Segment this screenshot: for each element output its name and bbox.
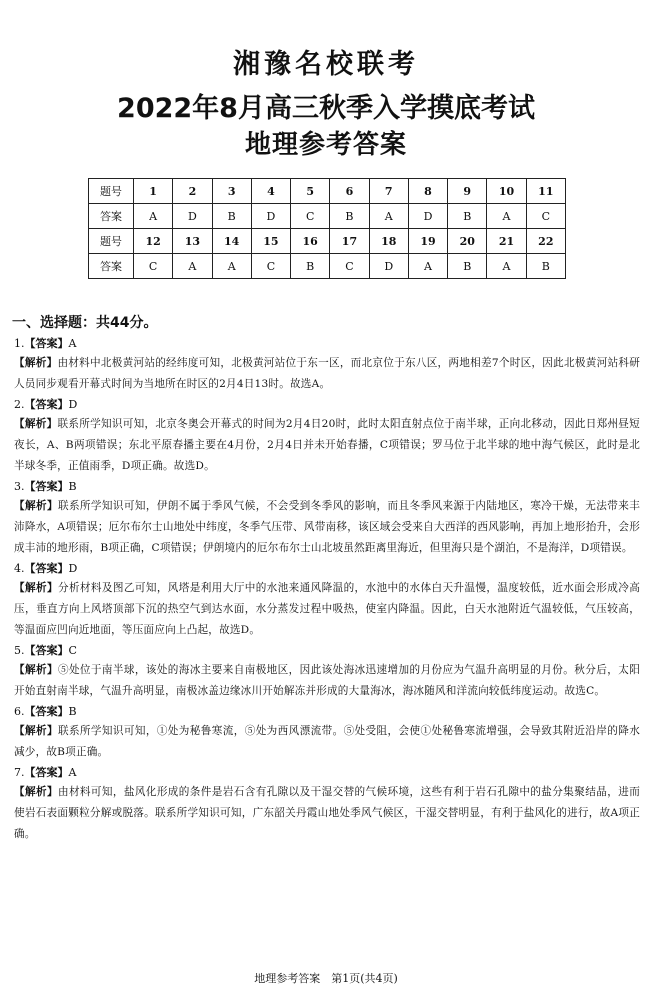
answer-tag: 【答案】 <box>24 644 69 657</box>
analysis-tag: 【解析】 <box>14 357 58 369</box>
question-number-header: 题号 <box>89 229 134 254</box>
question-number-row <box>89 179 566 204</box>
answer-value: A <box>68 766 77 779</box>
question-block <box>14 334 640 395</box>
answer-table <box>88 178 566 279</box>
question-number-row <box>89 229 566 254</box>
question-number-cell: 9 <box>448 179 487 204</box>
question-number-cell: 10 <box>487 179 526 204</box>
analysis-paragraph <box>14 660 640 702</box>
answer-tag: 【答案】 <box>24 562 69 575</box>
answer-cell: C <box>251 254 290 279</box>
analysis-text: 由材料可知，盐风化形成的条件是岩石含有孔隙以及干湿交替的气候环境，这些有利于岩石孔隙中的盐分集聚结晶，进而使岩石表面颗粒分解或脱落。联系所学知识可知，广东韶关丹霞山地处季风气候区，干湿交替明显，有利于盐风化的进行，故A项正确。 <box>14 786 640 840</box>
answer-cell: A <box>408 254 447 279</box>
answer-value: D <box>68 562 78 575</box>
analysis-paragraph <box>14 496 640 559</box>
answer-cell: C <box>526 204 565 229</box>
analysis-text: 联系所学知识可知，①处为秘鲁寒流，⑤处为西风漂流带。⑤处受阻，会使①处秘鲁寒流增强，会导致其附近沿岸的降水减少，故B项正确。 <box>14 725 640 758</box>
question-number-cell: 22 <box>526 229 565 254</box>
exam-subtitle: 2022年8月高三秋季入学摸底考试 <box>117 93 535 124</box>
answer-explanations <box>14 334 640 845</box>
analysis-tag: 【解析】 <box>14 786 58 798</box>
question-number: 2. <box>14 398 25 411</box>
analysis-tag: 【解析】 <box>14 500 58 512</box>
question-number-cell: 1 <box>134 179 173 204</box>
answer-tag: 【答案】 <box>24 766 69 779</box>
answer-cell: B <box>448 254 487 279</box>
answer-cell: D <box>408 204 447 229</box>
answer-row <box>89 204 566 229</box>
answer-cell: A <box>212 254 251 279</box>
answer-cell: A <box>369 204 408 229</box>
question-number: 1. <box>14 337 25 350</box>
analysis-paragraph <box>14 782 640 845</box>
question-number-cell: 7 <box>369 179 408 204</box>
answer-line <box>14 559 640 578</box>
question-number-header: 题号 <box>89 179 134 204</box>
question-number: 6. <box>14 705 25 718</box>
question-block <box>14 702 640 763</box>
answer-cell: A <box>487 204 526 229</box>
answer-value: A <box>68 337 77 350</box>
analysis-text: 分析材料及图乙可知，风塔是利用大厅中的水池来通风降温的，水池中的水体白天升温慢，温度较低，近水面会形成冷高压，垂直方向上风塔顶部下沉的热空气到达水面，水分蒸发过程中吸热，使室内降温。因此，白天水池附近气温较低，气压较高，等温面应凹向近地面，等压面应向上凸起，故选D。 <box>14 582 640 636</box>
question-number-cell: 12 <box>134 229 173 254</box>
analysis-tag: 【解析】 <box>14 418 58 430</box>
document-title: 地理参考答案 <box>244 130 407 160</box>
answer-tag: 【答案】 <box>24 398 69 411</box>
answer-line <box>14 641 640 660</box>
question-number: 3. <box>14 480 25 493</box>
question-number-cell: 21 <box>487 229 526 254</box>
question-number-cell: 8 <box>408 179 447 204</box>
question-block <box>14 477 640 559</box>
analysis-tag: 【解析】 <box>14 582 58 594</box>
answer-tag: 【答案】 <box>24 337 69 350</box>
answer-cell: B <box>526 254 565 279</box>
analysis-paragraph <box>14 578 640 641</box>
question-number-cell: 15 <box>251 229 290 254</box>
question-number-cell: 14 <box>212 229 251 254</box>
question-number-cell: 13 <box>173 229 212 254</box>
answer-line <box>14 763 640 782</box>
answer-cell: C <box>134 254 173 279</box>
answer-line <box>14 702 640 721</box>
answer-value: C <box>68 644 77 657</box>
answer-value: B <box>68 480 77 493</box>
question-number-cell: 2 <box>173 179 212 204</box>
answer-cell: A <box>134 204 173 229</box>
question-number-cell: 16 <box>291 229 330 254</box>
answer-row <box>89 254 566 279</box>
answer-cell: B <box>291 254 330 279</box>
question-block <box>14 395 640 477</box>
answer-cell: D <box>173 204 212 229</box>
question-block <box>14 641 640 702</box>
analysis-tag: 【解析】 <box>14 664 58 676</box>
question-number-cell: 4 <box>251 179 290 204</box>
question-number-cell: 6 <box>330 179 369 204</box>
question-number-cell: 3 <box>212 179 251 204</box>
question-number-cell: 17 <box>330 229 369 254</box>
answer-value: B <box>68 705 77 718</box>
analysis-paragraph <box>14 721 640 763</box>
answer-cell: C <box>291 204 330 229</box>
question-number-cell: 5 <box>291 179 330 204</box>
analysis-tag: 【解析】 <box>14 725 58 737</box>
answer-cell: B <box>212 204 251 229</box>
answer-tag: 【答案】 <box>24 705 69 718</box>
analysis-paragraph <box>14 414 640 477</box>
analysis-text: 联系所学知识可知，北京冬奥会开幕式的时间为2月4日20时，此时太阳直射点位于南半球，正向北移动，因此日郑州昼短夜长，A、B两项错误；东北平原春播主要在4月份，2月4日并未开始春播，C项错误；罗马位于北半球的地中海气候区，此时是北半球冬季，正值雨季，D项正确。故选D。 <box>14 418 640 472</box>
question-number-cell: 11 <box>526 179 565 204</box>
answer-cell: D <box>369 254 408 279</box>
answer-cell: B <box>448 204 487 229</box>
analysis-text: ⑤处位于南半球，该处的海冰主要来自南极地区，因此该处海冰迅速增加的月份应为气温升高明显的月份。秋分后，太阳开始直射南半球，气温升高明显，南极冰盖边缘冰川开始解冻并形成的大量海冰，海冰随风和洋流向较低纬度运动。故选C。 <box>14 664 640 697</box>
answer-line <box>14 334 640 353</box>
question-block <box>14 559 640 641</box>
question-number-cell: 18 <box>369 229 408 254</box>
answer-line <box>14 477 640 496</box>
answer-tag: 【答案】 <box>24 480 69 493</box>
answer-header: 答案 <box>89 204 134 229</box>
question-number: 4. <box>14 562 25 575</box>
section-title: 一、选择题：共44分。 <box>12 315 158 331</box>
analysis-text: 联系所学知识可知，伊朗不属于季风气候，不会受到冬季风的影响，而且冬季风来源于内陆地区，寒冷干燥，无法带来丰沛降水，A项错误；厄尔布尔士山地处中纬度，冬季气压带、风带南移，该区域会受来自大西洋的西风影响，再加上地形抬升，会形成丰沛的地形雨，B项正确，C项错误；伊朗境内的厄尔布尔士山北坡虽然距离里海近，但里海只是个湖泊，不是海洋，D项错误。 <box>14 500 640 554</box>
question-block <box>14 763 640 845</box>
question-number-cell: 19 <box>408 229 447 254</box>
answer-value: D <box>68 398 78 411</box>
answer-cell: C <box>330 254 369 279</box>
answer-header: 答案 <box>89 254 134 279</box>
answer-cell: B <box>330 204 369 229</box>
page-footer: 地理参考答案 第1页(共4页) <box>254 972 398 985</box>
answer-cell: D <box>251 204 290 229</box>
answer-cell: A <box>487 254 526 279</box>
exam-title: 湘豫名校联考 <box>233 49 419 80</box>
analysis-paragraph <box>14 353 640 395</box>
analysis-text: 由材料中北极黄河站的经纬度可知，北极黄河站位于东一区，而北京位于东八区，两地相差7个时区，因此北极黄河站科研人员同步观看开幕式时间为当地所在时区的2月4日13时。故选A。 <box>14 357 640 390</box>
answer-cell: A <box>173 254 212 279</box>
question-number-cell: 20 <box>448 229 487 254</box>
answer-line <box>14 395 640 414</box>
question-number: 7. <box>14 766 25 779</box>
question-number: 5. <box>14 644 25 657</box>
